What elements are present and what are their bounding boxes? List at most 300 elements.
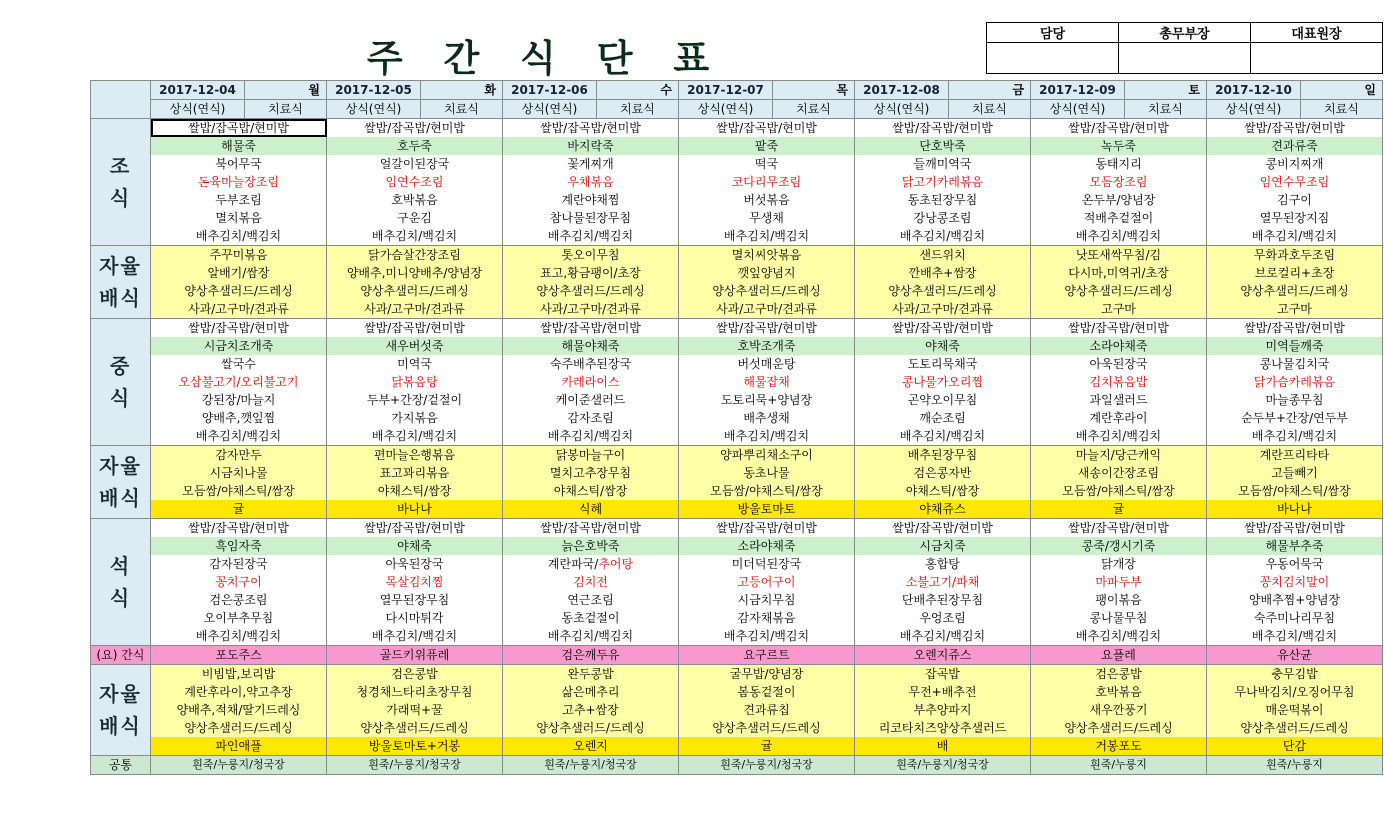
menu-cell[interactable]: 양상추샐러드/드레싱 xyxy=(679,282,855,300)
regular-diet-header[interactable]: 상식(연식) xyxy=(1031,100,1125,119)
menu-cell[interactable]: 순두부+간장/연두부 xyxy=(1207,409,1383,427)
common-row xyxy=(91,756,1383,775)
common-cell[interactable]: 흰죽/누룽지/청국장 xyxy=(855,756,1031,775)
menu-row xyxy=(91,627,1383,646)
menu-cell[interactable]: 숙주배추된장국 xyxy=(503,355,679,373)
menu-cell[interactable]: 두부조림 xyxy=(151,191,327,209)
menu-cell[interactable]: 호박볶음 xyxy=(1031,683,1207,701)
menu-cell[interactable]: 양상추샐러드/드레싱 xyxy=(1031,282,1207,300)
snack-cell[interactable]: 요플레 xyxy=(1031,646,1207,665)
menu-cell[interactable]: 동태지리 xyxy=(1031,155,1207,173)
menu-cell[interactable]: 가래떡+꿀 xyxy=(327,701,503,719)
menu-cell[interactable]: 표고꽈리볶음 xyxy=(327,464,503,482)
menu-cell[interactable]: 충무김밥 xyxy=(1207,665,1383,684)
menu-cell[interactable]: 매운떡볶이 xyxy=(1207,701,1383,719)
menu-cell[interactable]: 견과류죽 xyxy=(1207,137,1383,155)
menu-cell[interactable]: 버섯매운탕 xyxy=(679,355,855,373)
menu-cell[interactable]: 꽃게찌개 xyxy=(503,155,679,173)
menu-cell[interactable]: 양상추샐러드/드레싱 xyxy=(503,282,679,300)
menu-cell[interactable]: 청경채느타리초장무침 xyxy=(327,683,503,701)
menu-cell[interactable]: 쌀밥/잡곡밥/현미밥 xyxy=(503,519,679,538)
menu-cell[interactable]: 닭볶음탕 xyxy=(327,373,503,391)
approval-box xyxy=(986,22,1383,74)
weekday-cell[interactable]: 화 xyxy=(421,81,503,100)
therapeutic-diet-header[interactable]: 치료식 xyxy=(597,100,679,119)
menu-cell[interactable]: 동초겉절이 xyxy=(503,609,679,627)
menu-cell[interactable]: 적배추겉절이 xyxy=(1031,209,1207,227)
menu-cell[interactable]: 감자만두 xyxy=(151,446,327,465)
menu-cell[interactable]: 모듬쌈/야채스틱/쌈장 xyxy=(679,482,855,500)
menu-cell[interactable]: 호두죽 xyxy=(327,137,503,155)
menu-cell[interactable]: 콩죽/갱시기죽 xyxy=(1031,537,1207,555)
menu-cell[interactable]: 부추양파지 xyxy=(855,701,1031,719)
menu-cell[interactable]: 미역들깨죽 xyxy=(1207,337,1383,355)
menu-cell[interactable]: 강된장/마늘지 xyxy=(151,391,327,409)
therapeutic-diet-header[interactable]: 치료식 xyxy=(245,100,327,119)
menu-cell[interactable]: 쌀밥/잡곡밥/현미밥 xyxy=(1031,519,1207,538)
menu-cell[interactable]: 배추김치/백김치 xyxy=(151,427,327,446)
menu-cell[interactable]: 검은콩밥 xyxy=(1031,665,1207,684)
therapeutic-diet-header[interactable]: 치료식 xyxy=(1125,100,1207,119)
breakfast-label: 조 식 xyxy=(91,119,151,246)
date-cell[interactable]: 2017-12-09 xyxy=(1031,81,1125,100)
menu-cell[interactable]: 돈육마늘장조림 xyxy=(151,173,327,191)
menu-cell[interactable]: 팽이볶음 xyxy=(1031,591,1207,609)
menu-cell[interactable]: 녹두죽 xyxy=(1031,137,1207,155)
menu-row xyxy=(91,209,1383,227)
menu-cell[interactable]: 마파두부 xyxy=(1031,573,1207,591)
weekday-cell[interactable]: 금 xyxy=(949,81,1031,100)
menu-cell[interactable]: 배추김치/백김치 xyxy=(1031,227,1207,246)
menu-cell[interactable]: 무전+배추전 xyxy=(855,683,1031,701)
menu-cell[interactable]: 배추김치/백김치 xyxy=(151,227,327,246)
menu-cell[interactable]: 배추김치/백김치 xyxy=(327,227,503,246)
menu-cell[interactable]: 해물부추죽 xyxy=(1207,537,1383,555)
menu-cell[interactable]: 굴무밥/양념장 xyxy=(679,665,855,684)
menu-cell[interactable]: 양파뿌리채소구이 xyxy=(679,446,855,465)
menu-cell[interactable]: 야채스틱/쌈장 xyxy=(327,482,503,500)
menu-cell[interactable]: 낫또새싹무침/김 xyxy=(1031,246,1207,265)
menu-cell[interactable]: 모듬쌈/야채스틱/쌈장 xyxy=(1207,482,1383,500)
menu-cell[interactable]: 새우깐풍기 xyxy=(1031,701,1207,719)
menu-cell[interactable]: 사과/고구마/견과류 xyxy=(679,300,855,319)
menu-cell[interactable]: 배추김치/백김치 xyxy=(1207,627,1383,646)
menu-cell[interactable]: 양배추찜+양념장 xyxy=(1207,591,1383,609)
menu-cell[interactable]: 소불고기/파채 xyxy=(855,573,1031,591)
menu-cell[interactable]: 양상추샐러드/드레싱 xyxy=(1207,719,1383,737)
menu-cell[interactable]: 쌀밥/잡곡밥/현미밥 xyxy=(503,319,679,338)
menu-cell[interactable]: 표고,황금팽이/초장 xyxy=(503,264,679,282)
menu-cell[interactable]: 계란후라이,약고추장 xyxy=(151,683,327,701)
menu-cell[interactable]: 코다리무조림 xyxy=(679,173,855,191)
signature-cell-director[interactable] xyxy=(1251,43,1383,74)
menu-cell[interactable]: 양상추샐러드/드레싱 xyxy=(151,282,327,300)
menu-cell[interactable]: 닭봉마늘구이 xyxy=(503,446,679,465)
menu-cell[interactable]: 배추김치/백김치 xyxy=(151,627,327,646)
menu-cell[interactable]: 배추김치/백김치 xyxy=(855,627,1031,646)
menu-cell[interactable]: 케이준샐러드 xyxy=(503,391,679,409)
menu-cell[interactable]: 목살김치찜 xyxy=(327,573,503,591)
menu-cell[interactable]: 도토리묵+양념장 xyxy=(679,391,855,409)
menu-row xyxy=(91,446,1383,465)
menu-cell[interactable]: 새우버섯죽 xyxy=(327,337,503,355)
menu-cell[interactable]: 소라야채죽 xyxy=(1031,337,1207,355)
menu-cell[interactable]: 톳오이무침 xyxy=(503,246,679,265)
menu-cell[interactable]: 꽁치구이 xyxy=(151,573,327,591)
menu-cell[interactable]: 배추김치/백김치 xyxy=(327,627,503,646)
menu-cell[interactable]: 고구마 xyxy=(1207,300,1383,319)
date-cell[interactable]: 2017-12-07 xyxy=(679,81,773,100)
common-cell[interactable]: 흰죽/누룽지 xyxy=(1207,756,1383,775)
menu-cell[interactable]: 바나나 xyxy=(1207,500,1383,519)
snack-cell[interactable]: 포도주스 xyxy=(151,646,327,665)
menu-cell[interactable]: 완두콩밥 xyxy=(503,665,679,684)
menu-cell[interactable]: 과일샐러드 xyxy=(1031,391,1207,409)
menu-cell[interactable]: 홍합탕 xyxy=(855,555,1031,573)
menu-cell[interactable]: 쌀밥/잡곡밥/현미밥 xyxy=(679,519,855,538)
date-cell[interactable]: 2017-12-08 xyxy=(855,81,949,100)
regular-diet-header[interactable]: 상식(연식) xyxy=(679,100,773,119)
menu-cell[interactable]: 배추된장무침 xyxy=(855,446,1031,465)
menu-cell[interactable]: 쌀밥/잡곡밥/현미밥 xyxy=(1207,119,1383,138)
menu-cell[interactable]: 배추김치/백김치 xyxy=(855,227,1031,246)
snack-cell[interactable]: 요구르트 xyxy=(679,646,855,665)
menu-cell[interactable]: 감자채볶음 xyxy=(679,609,855,627)
menu-cell[interactable]: 양상추샐러드/드레싱 xyxy=(1031,719,1207,737)
menu-row xyxy=(91,319,1383,338)
menu-cell[interactable]: 고구마 xyxy=(1031,300,1207,319)
menu-cell[interactable]: 양상추샐러드/드레싱 xyxy=(1207,282,1383,300)
menu-cell[interactable]: 계란후라이 xyxy=(1031,409,1207,427)
menu-cell[interactable]: 깨순조림 xyxy=(855,409,1031,427)
menu-cell[interactable]: 방울토마토 xyxy=(679,500,855,519)
regular-diet-header[interactable]: 상식(연식) xyxy=(151,100,245,119)
menu-cell[interactable]: 리코타치즈양상추샐러드 xyxy=(855,719,1031,737)
menu-cell[interactable]: 사과/고구마/견과류 xyxy=(503,300,679,319)
menu-cell[interactable]: 삶은메추리 xyxy=(503,683,679,701)
menu-cell[interactable]: 멸치고추장무침 xyxy=(503,464,679,482)
menu-cell[interactable]: 멸치볶음 xyxy=(151,209,327,227)
menu-cell[interactable]: 사과/고구마/견과류 xyxy=(327,300,503,319)
menu-cell[interactable]: 배추김치/백김치 xyxy=(1031,627,1207,646)
menu-cell[interactable]: 사과/고구마/견과류 xyxy=(151,300,327,319)
menu-cell[interactable]: 무생채 xyxy=(679,209,855,227)
menu-cell[interactable]: 동초나물 xyxy=(679,464,855,482)
weekday-cell[interactable]: 목 xyxy=(773,81,855,100)
menu-cell[interactable]: 해물야채죽 xyxy=(503,337,679,355)
common-cell[interactable]: 흰죽/누룽지 xyxy=(1031,756,1207,775)
menu-text-highlight: 추어탕 xyxy=(598,557,634,571)
weekday-cell[interactable]: 일 xyxy=(1301,81,1383,100)
menu-cell[interactable]: 양상추샐러드/드레싱 xyxy=(503,719,679,737)
menu-cell[interactable]: 귤 xyxy=(1031,500,1207,519)
menu-cell[interactable]: 배추김치/백김치 xyxy=(855,427,1031,446)
menu-cell[interactable]: 숙주미나리무침 xyxy=(1207,609,1383,627)
menu-cell[interactable]: 버섯볶음 xyxy=(679,191,855,209)
menu-cell[interactable]: 김구이 xyxy=(1207,191,1383,209)
snack-cell[interactable]: 골드키위퓨레 xyxy=(327,646,503,665)
menu-cell[interactable]: 배추김치/백김치 xyxy=(327,427,503,446)
menu-cell[interactable]: 배추김치/백김치 xyxy=(679,627,855,646)
menu-cell[interactable]: 시금치죽 xyxy=(855,537,1031,555)
menu-cell[interactable]: 편마늘은행볶음 xyxy=(327,446,503,465)
menu-cell[interactable]: 검은콩자반 xyxy=(855,464,1031,482)
snack-cell[interactable]: 검은깨두유 xyxy=(503,646,679,665)
menu-cell[interactable]: 카레라이스 xyxy=(503,373,679,391)
common-cell[interactable]: 흰죽/누룽지/청국장 xyxy=(151,756,327,775)
common-cell[interactable]: 흰죽/누룽지/청국장 xyxy=(679,756,855,775)
menu-cell[interactable]: 다시마튀각 xyxy=(327,609,503,627)
menu-cell[interactable]: 알배기/쌈장 xyxy=(151,264,327,282)
menu-cell[interactable]: 배추생채 xyxy=(679,409,855,427)
menu-cell[interactable]: 배추김치/백김치 xyxy=(503,427,679,446)
menu-row xyxy=(91,282,1383,300)
menu-cell[interactable]: 거봉포도 xyxy=(1031,737,1207,756)
menu-cell[interactable]: 마늘지/당근캐익 xyxy=(1031,446,1207,465)
menu-cell[interactable]: 시금치나물 xyxy=(151,464,327,482)
menu-cell[interactable]: 쌀밥/잡곡밥/현미밥 xyxy=(1031,119,1207,138)
menu-cell[interactable]: 쌀밥/잡곡밥/현미밥 xyxy=(327,519,503,538)
menu-cell[interactable]: 방울토마토+거봉 xyxy=(327,737,503,756)
menu-cell[interactable]: 배추김치/백김치 xyxy=(503,627,679,646)
menu-cell[interactable]: 야채스틱/쌈장 xyxy=(503,482,679,500)
menu-cell[interactable]: 브로컬리+초장 xyxy=(1207,264,1383,282)
menu-cell[interactable]: 사과/고구마/견과류 xyxy=(855,300,1031,319)
menu-cell[interactable]: 쌀밥/잡곡밥/현미밥 xyxy=(855,319,1031,338)
menu-cell[interactable]: 쌀밥/잡곡밥/현미밥 xyxy=(679,319,855,338)
menu-cell[interactable]: 양상추샐러드/드레싱 xyxy=(327,719,503,737)
menu-cell[interactable]: 늙은호박죽 xyxy=(503,537,679,555)
menu-cell[interactable]: 배 xyxy=(855,737,1031,756)
weekday-cell[interactable]: 수 xyxy=(597,81,679,100)
menu-cell[interactable]: 동초된장무침 xyxy=(855,191,1031,209)
menu-cell[interactable] xyxy=(503,555,679,573)
menu-cell[interactable]: 미역국 xyxy=(327,355,503,373)
menu-cell[interactable]: 열무된장지짐 xyxy=(1207,209,1383,227)
menu-cell[interactable]: 콩비지찌개 xyxy=(1207,155,1383,173)
menu-cell[interactable]: 야채스틱/쌈장 xyxy=(855,482,1031,500)
menu-row xyxy=(91,227,1383,246)
menu-cell[interactable]: 호박조개죽 xyxy=(679,337,855,355)
menu-cell[interactable]: 단감 xyxy=(1207,737,1383,756)
menu-cell[interactable]: 무화과호두조림 xyxy=(1207,246,1383,265)
menu-cell[interactable]: 도토리묵채국 xyxy=(855,355,1031,373)
menu-cell[interactable]: 검은콩조림 xyxy=(151,591,327,609)
menu-cell[interactable]: 배추김치/백김치 xyxy=(679,227,855,246)
menu-cell[interactable]: 콩나물가오리찜 xyxy=(855,373,1031,391)
menu-cell[interactable]: 강낭콩조림 xyxy=(855,209,1031,227)
common-cell[interactable]: 흰죽/누룽지/청국장 xyxy=(327,756,503,775)
menu-cell[interactable]: 양배추,미니양배추/양념장 xyxy=(327,264,503,282)
menu-cell[interactable]: 계란프리타타 xyxy=(1207,446,1383,465)
menu-cell[interactable]: 콩나물김치국 xyxy=(1207,355,1383,373)
menu-cell[interactable]: 주꾸미볶음 xyxy=(151,246,327,265)
menu-cell[interactable]: 파인애플 xyxy=(151,737,327,756)
menu-cell[interactable]: 쌀국수 xyxy=(151,355,327,373)
snack-cell[interactable]: 유산균 xyxy=(1207,646,1383,665)
menu-cell[interactable]: 구운김 xyxy=(327,209,503,227)
menu-cell[interactable]: 김치볶음밥 xyxy=(1031,373,1207,391)
menu-cell[interactable]: 해물죽 xyxy=(151,137,327,155)
approval-label-manager: 총무부장 xyxy=(1119,23,1251,43)
menu-cell[interactable]: 배추김치/백김치 xyxy=(503,227,679,246)
therapeutic-diet-header[interactable]: 치료식 xyxy=(773,100,855,119)
menu-cell[interactable]: 모듬장조림 xyxy=(1031,173,1207,191)
menu-cell[interactable]: 고등어구이 xyxy=(679,573,855,591)
menu-cell[interactable]: 배추김치/백김치 xyxy=(1031,427,1207,446)
menu-cell[interactable]: 감자된장국 xyxy=(151,555,327,573)
menu-cell[interactable]: 야채죽 xyxy=(327,537,503,555)
therapeutic-diet-header[interactable]: 치료식 xyxy=(421,100,503,119)
menu-cell[interactable]: 시금치무침 xyxy=(679,591,855,609)
regular-diet-header[interactable]: 상식(연식) xyxy=(855,100,949,119)
menu-cell[interactable]: 멸치씨앗볶음 xyxy=(679,246,855,265)
menu-cell[interactable]: 떡국 xyxy=(679,155,855,173)
menu-cell[interactable]: 쌀밥/잡곡밥/현미밥 xyxy=(1031,319,1207,338)
menu-cell[interactable]: 흑임자죽 xyxy=(151,537,327,555)
regular-diet-header[interactable]: 상식(연식) xyxy=(327,100,421,119)
menu-cell[interactable]: 임연수무조림 xyxy=(1207,173,1383,191)
menu-row xyxy=(91,737,1383,756)
menu-cell[interactable]: 연근조림 xyxy=(503,591,679,609)
menu-cell[interactable]: 호박볶음 xyxy=(327,191,503,209)
menu-cell[interactable]: 해물잡채 xyxy=(679,373,855,391)
menu-cell[interactable]: 단호박죽 xyxy=(855,137,1031,155)
menu-cell[interactable]: 북어무국 xyxy=(151,155,327,173)
menu-cell[interactable]: 팥죽 xyxy=(679,137,855,155)
menu-row xyxy=(91,173,1383,191)
menu-cell[interactable]: 오이부추무침 xyxy=(151,609,327,627)
menu-cell[interactable]: 꽁치김치말이 xyxy=(1207,573,1383,591)
menu-cell[interactable]: 쌀밥/잡곡밥/현미밥 xyxy=(1207,319,1383,338)
menu-cell[interactable]: 비빔밥,보리밥 xyxy=(151,665,327,684)
menu-cell[interactable]: 귤 xyxy=(151,500,327,519)
menu-cell[interactable]: 임연수조림 xyxy=(327,173,503,191)
menu-cell[interactable]: 닭가슴살간장조림 xyxy=(327,246,503,265)
snack-cell[interactable]: 오렌지쥬스 xyxy=(855,646,1031,665)
menu-cell[interactable]: 검은콩밥 xyxy=(327,665,503,684)
menu-cell[interactable]: 양배추,적채/딸기드레싱 xyxy=(151,701,327,719)
menu-cell[interactable]: 오렌지 xyxy=(503,737,679,756)
menu-cell[interactable]: 열무된장무침 xyxy=(327,591,503,609)
menu-cell[interactable]: 계란야채찜 xyxy=(503,191,679,209)
signature-cell-manager[interactable] xyxy=(1119,43,1251,74)
menu-cell[interactable]: 식혜 xyxy=(503,500,679,519)
menu-cell[interactable]: 견과류칩 xyxy=(679,701,855,719)
menu-cell[interactable]: 마늘종무침 xyxy=(1207,391,1383,409)
signature-cell-staff[interactable] xyxy=(987,43,1119,74)
menu-cell[interactable]: 샌드위치 xyxy=(855,246,1031,265)
menu-cell[interactable]: 단배추된장무침 xyxy=(855,591,1031,609)
menu-cell[interactable]: 배추김치/백김치 xyxy=(1207,427,1383,446)
menu-row xyxy=(91,500,1383,519)
date-cell[interactable]: 2017-12-04 xyxy=(151,81,245,100)
menu-cell[interactable]: 양상추샐러드/드레싱 xyxy=(327,282,503,300)
menu-cell[interactable]: 배추김치/백김치 xyxy=(1207,227,1383,246)
menu-cell[interactable]: 들깨미역국 xyxy=(855,155,1031,173)
menu-cell[interactable]: 양상추샐러드/드레싱 xyxy=(151,719,327,737)
menu-cell[interactable]: 깻잎양념지 xyxy=(679,264,855,282)
menu-cell[interactable]: 온두부/양념장 xyxy=(1031,191,1207,209)
weekday-cell[interactable]: 토 xyxy=(1125,81,1207,100)
menu-cell[interactable]: 귤 xyxy=(679,737,855,756)
menu-cell[interactable]: 콩나물무침 xyxy=(1031,609,1207,627)
therapeutic-diet-header[interactable]: 치료식 xyxy=(949,100,1031,119)
menu-cell[interactable]: 쌀밥/잡곡밥/현미밥 xyxy=(1207,519,1383,538)
menu-cell[interactable]: 미더덕된장국 xyxy=(679,555,855,573)
menu-cell[interactable]: 고들빼기 xyxy=(1207,464,1383,482)
menu-cell[interactable]: 쌀밥/잡곡밥/현미밥 xyxy=(503,119,679,138)
menu-cell[interactable]: 닭개장 xyxy=(1031,555,1207,573)
menu-cell[interactable]: 바나나 xyxy=(327,500,503,519)
menu-cell[interactable]: 가지볶음 xyxy=(327,409,503,427)
date-cell[interactable]: 2017-12-10 xyxy=(1207,81,1301,100)
menu-cell[interactable]: 참나물된장무침 xyxy=(503,209,679,227)
menu-cell[interactable]: 모듬쌈/야채스틱/쌈장 xyxy=(151,482,327,500)
menu-cell[interactable]: 두부+간장/겉절이 xyxy=(327,391,503,409)
menu-cell[interactable]: 쌀밥/잡곡밥/현미밥 xyxy=(327,319,503,338)
menu-cell[interactable]: 김치전 xyxy=(503,573,679,591)
menu-cell[interactable]: 오삼불고기/오리불고기 xyxy=(151,373,327,391)
header-corner-cell xyxy=(91,81,151,119)
menu-cell[interactable]: 바지락죽 xyxy=(503,137,679,155)
menu-cell[interactable]: 배추김치/백김치 xyxy=(679,427,855,446)
self-serve-morning-label: 자율 배식 xyxy=(91,246,151,319)
menu-cell[interactable]: 아욱된장국 xyxy=(327,555,503,573)
menu-cell[interactable]: 우채볶음 xyxy=(503,173,679,191)
menu-cell[interactable]: 쌀밥/잡곡밥/현미밥 xyxy=(327,119,503,138)
menu-cell[interactable]: 우동어묵국 xyxy=(1207,555,1383,573)
menu-cell[interactable]: 감자조림 xyxy=(503,409,679,427)
menu-cell[interactable]: 야채쥬스 xyxy=(855,500,1031,519)
menu-cell[interactable]: 봄동겉절이 xyxy=(679,683,855,701)
common-cell[interactable]: 흰죽/누룽지/청국장 xyxy=(503,756,679,775)
menu-cell[interactable]: 시금치조개죽 xyxy=(151,337,327,355)
menu-cell[interactable]: 양상추샐러드/드레싱 xyxy=(679,719,855,737)
menu-cell[interactable]: 양상추샐러드/드레싱 xyxy=(855,282,1031,300)
menu-cell[interactable]: 쌀밥/잡곡밥/현미밥 xyxy=(151,519,327,538)
menu-cell[interactable]: 얼갈이된장국 xyxy=(327,155,503,173)
menu-cell[interactable]: 새송이간장조림 xyxy=(1031,464,1207,482)
menu-cell[interactable]: 쌀밥/잡곡밥/현미밥 xyxy=(679,119,855,138)
menu-row xyxy=(91,555,1383,573)
menu-cell[interactable]: 잡곡밥 xyxy=(855,665,1031,684)
date-cell[interactable]: 2017-12-05 xyxy=(327,81,421,100)
menu-cell[interactable]: 우엉조림 xyxy=(855,609,1031,627)
menu-cell[interactable]: 닭고기카레볶음 xyxy=(855,173,1031,191)
menu-cell[interactable]: 양배추,깻잎찜 xyxy=(151,409,327,427)
menu-cell[interactable]: 고추+쌈장 xyxy=(503,701,679,719)
menu-cell[interactable]: 쌀밥/잡곡밥/현미밥 xyxy=(855,119,1031,138)
regular-diet-header[interactable]: 상식(연식) xyxy=(1207,100,1301,119)
menu-cell[interactable]: 쌀밥/잡곡밥/현미밥 xyxy=(855,519,1031,538)
date-cell[interactable]: 2017-12-06 xyxy=(503,81,597,100)
therapeutic-diet-header[interactable]: 치료식 xyxy=(1301,100,1383,119)
menu-cell[interactable]: 곤약오이무침 xyxy=(855,391,1031,409)
menu-cell[interactable]: 아욱된장국 xyxy=(1031,355,1207,373)
menu-cell[interactable]: 야채죽 xyxy=(855,337,1031,355)
menu-cell[interactable]: 소라야채죽 xyxy=(679,537,855,555)
menu-cell[interactable]: 모듬쌈/야채스틱/쌈장 xyxy=(1031,482,1207,500)
menu-cell[interactable]: 깐배추+쌈장 xyxy=(855,264,1031,282)
menu-cell[interactable]: 쌀밥/잡곡밥/현미밥 xyxy=(151,119,327,138)
menu-cell[interactable]: 무나박김치/오징어무침 xyxy=(1207,683,1383,701)
menu-cell[interactable]: 닭가슴카레볶음 xyxy=(1207,373,1383,391)
weekday-cell[interactable]: 월 xyxy=(245,81,327,100)
regular-diet-header[interactable]: 상식(연식) xyxy=(503,100,597,119)
menu-cell[interactable]: 쌀밥/잡곡밥/현미밥 xyxy=(151,319,327,338)
menu-cell[interactable]: 다시마,미역귀/초장 xyxy=(1031,264,1207,282)
